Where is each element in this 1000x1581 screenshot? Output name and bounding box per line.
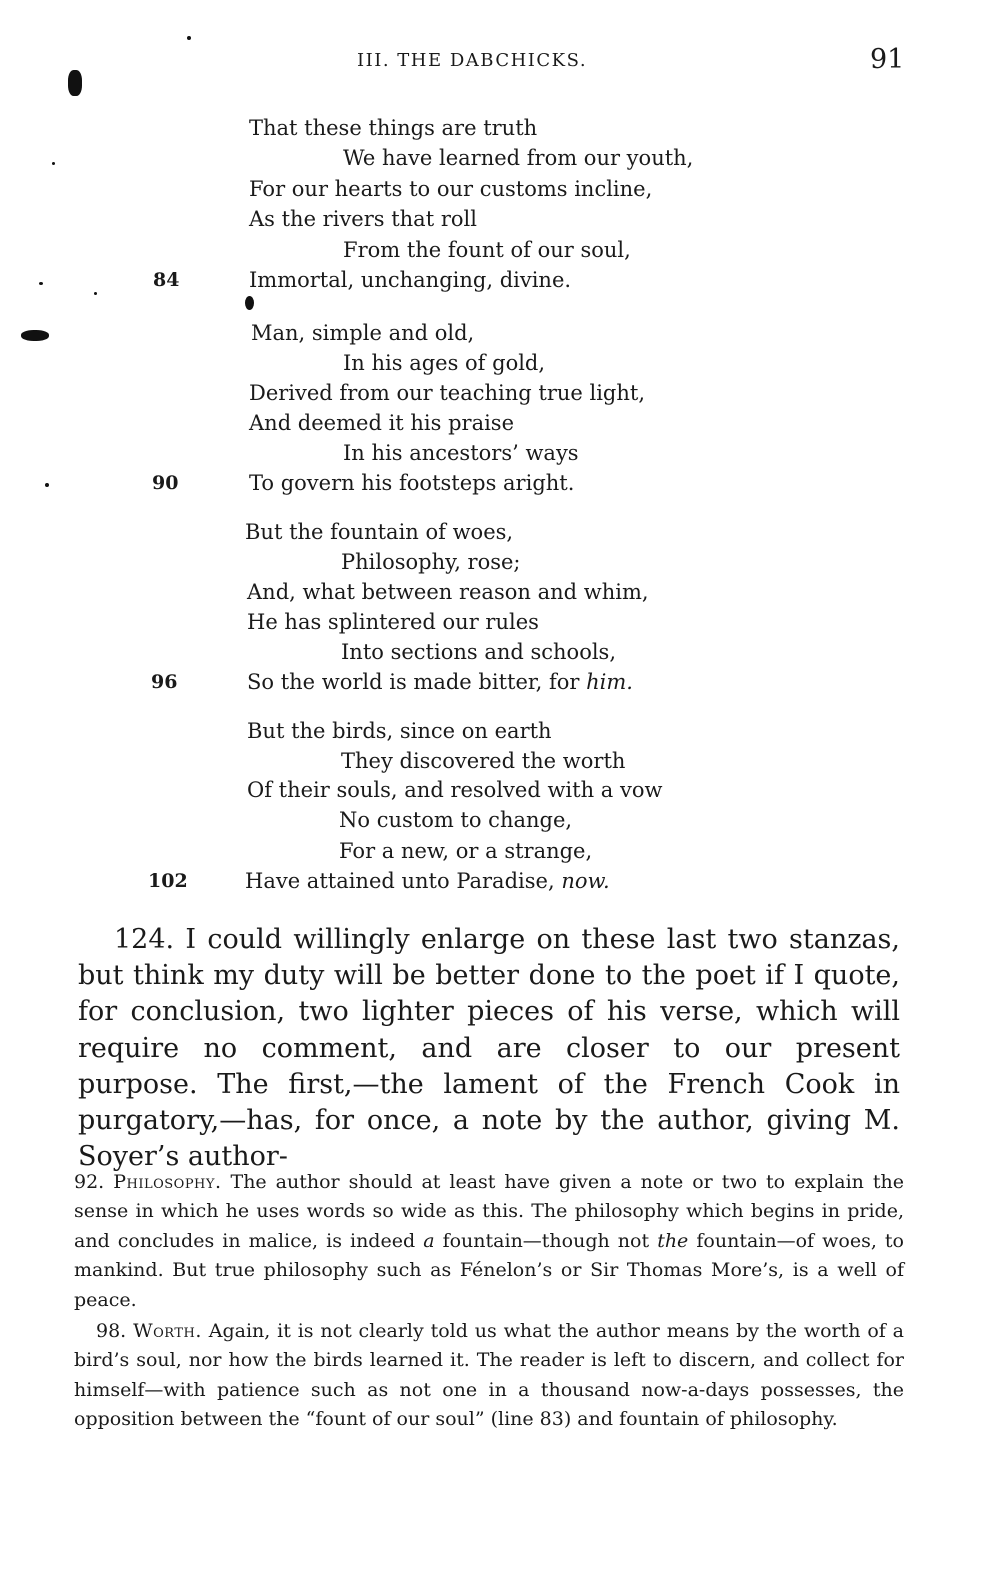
note-text: fountain—of woes, to mankind. But true philosophy such as Fénelon’s or Sir Thomas More’s, is a well of peace.	[74, 1229, 904, 1311]
poem-line: But the birds, since on earth	[247, 719, 552, 743]
note-text: The author should at least have given a note or two to explain the sense in which he uses words so wide as this. The philosophy which begins in pride, and concludes in malice, is indeed	[74, 1171, 904, 1252]
poem-line: We have learned from our youth,	[343, 146, 694, 170]
poem-line: No custom to change,	[339, 808, 573, 832]
poem-line	[247, 667, 633, 697]
note-number: 92.	[74, 1171, 105, 1193]
running-header	[0, 44, 1000, 80]
speck	[45, 483, 49, 487]
poem-line	[245, 866, 610, 896]
speck	[187, 36, 191, 40]
poem-line-text: So the world is made bitter, for	[247, 670, 580, 694]
poem-line: Into sections and schools,	[341, 640, 616, 664]
poem-line: Immortal, unchanging, divine.	[249, 268, 572, 292]
poem-line: Man, simple and old,	[251, 321, 475, 345]
poem-line: As the rivers that roll	[249, 207, 477, 231]
footnote	[74, 1317, 904, 1435]
poem-line: To govern his footsteps aright.	[249, 471, 575, 495]
speck	[39, 282, 43, 285]
note-number: 98.	[96, 1320, 127, 1342]
poem-line: They discovered the worth	[341, 749, 626, 773]
poem-line: But the fountain of woes,	[245, 520, 514, 544]
poem-line-text: Have attained unto Paradise,	[245, 869, 555, 893]
poem-line: Philosophy, rose;	[341, 550, 521, 574]
note-heading: Worth.	[133, 1320, 202, 1342]
body-paragraph: 124. I could willingly enlarge on these last two stanzas, but think my duty will be better done to the poet if I quote, for conclusion, two lighter pieces of his verse, which will require no comment, and are closer to our present purpose. The first,—the lament of the French Cook in purgatory,—has, for once, a note by the author, giving M. Soyer’s author-	[78, 924, 900, 1173]
poem-line: That these things are truth	[249, 116, 538, 140]
ink-blot	[21, 330, 49, 341]
line-number: 84	[153, 269, 180, 291]
line-number: 102	[148, 870, 188, 892]
poem-line: For a new, or a strange,	[339, 839, 593, 863]
chapter-title: III. THE DABCHICKS.	[357, 50, 588, 71]
poem-line: He has splintered our rules	[247, 610, 539, 634]
footnote	[74, 1168, 904, 1315]
italic-word: now.	[561, 869, 610, 893]
speck	[94, 292, 97, 295]
italic-word: him.	[586, 670, 633, 694]
poem-line: And deemed it his praise	[249, 411, 515, 435]
note-text: Again, it is not clearly told us what the author means by the worth of a bird’s soul, nor how the birds learned it. The reader is left to discern, and collect for himself—with patience such as not one in a thousand now-a-days possesses, the opposition between the “fount of our soul” (line 83) and fountain of philosophy.	[74, 1320, 904, 1431]
note-italic: the	[657, 1229, 689, 1252]
poem-line: In his ancestors’ ways	[343, 441, 579, 465]
poem-line: Derived from our teaching true light,	[249, 381, 646, 405]
page-number: 91	[870, 44, 905, 75]
poem-line: Of their souls, and resolved with a vow	[247, 778, 663, 802]
line-number: 90	[152, 472, 179, 494]
note-italic: a	[423, 1229, 435, 1252]
note-text: fountain—though not	[442, 1229, 650, 1252]
poem-line: For our hearts to our customs incline,	[249, 177, 653, 201]
note-heading: Philosophy.	[113, 1171, 222, 1193]
ink-blot	[68, 70, 82, 96]
speck	[52, 162, 55, 165]
poem-line: And, what between reason and whim,	[247, 580, 649, 604]
poem-line: In his ages of gold,	[343, 351, 546, 375]
ink-blot	[245, 296, 254, 310]
line-number: 96	[151, 671, 178, 693]
poem-line: From the fount of our soul,	[343, 238, 631, 262]
